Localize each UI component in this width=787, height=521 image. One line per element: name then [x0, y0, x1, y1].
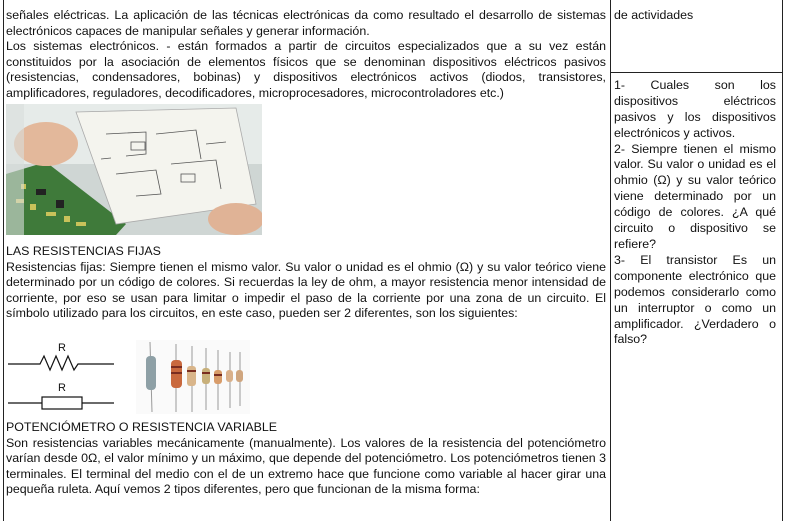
resistor-symbol-label-2: R — [58, 382, 66, 394]
question-3: 3- El transistor Es un componente electrónico que podemos considerarlo como un interruptor o como un amplificador. ¿Verdadero o falso? — [614, 252, 776, 347]
table-left-border — [3, 0, 4, 521]
resistor-symbol-label-1: R — [58, 342, 66, 354]
resistors-photo — [136, 340, 250, 414]
intro-paragraph-1: señales eléctricas. La aplicación de las técnicas electrónicas da como resultado el desarrollo de sistemas electrónicos capaces de manipular señales y generar información. — [6, 8, 606, 38]
intro-section — [6, 8, 606, 102]
question-2: 2- Siempre tienen el mismo valor. Su valor o unidad es el ohmio (Ω) y su valor teórico viene determinado por un código de colores. ¿A qué circuito o dispositivo se refiere? — [614, 141, 776, 251]
potentiometer-text: Son resistencias variables mecánicamente (manualmente). Los valores de la resistencia del potenciómetro varían desde 0Ω, el valor mínimo y un máximo, que depende del potenciómetro. Los potenciómetros tienen 3 terminales. El terminal del medio con el de un extremo hace que funcione como variable al hacer girar una pequeña ruleta. Aquí vemos 2 tipos diferentes, pero que funcionan de la misma forma: — [6, 435, 606, 497]
intro-paragraph-2: Los sistemas electrónicos. - están formados a partir de circuitos especializados que a su vez están constituidos por la asociación de elementos físicos que se denominan dispositivos eléctricos pasivos (resistencias, condensadores, bobinas) y dispositivos electrónicos activos (diodos, transistores, amplificadores, reguladores, decodificadores, microprocesadores, microcontroladores etc.) — [6, 39, 606, 100]
resistor-zigzag-symbol — [6, 352, 118, 372]
potentiometer-heading: POTENCIÓMETRO O RESISTENCIA VARIABLE — [6, 420, 278, 434]
fixed-resistors-section — [6, 244, 606, 322]
resistor-symbols — [6, 342, 118, 412]
column-divider — [610, 0, 611, 521]
fixed-resistors-text: Resistencias fijas: Siempre tienen el mismo valor. Su valor o unidad es el ohmio (Ω) y su valor teórico viene determinado por un código de colores. Si recuerdas la ley de ohm, a mayor resistencia menor intensidad de corriente, por eso se usan para limitar o impedir el paso de la corriente por una zona de un circuito. El símbolo utilizado para los circuitos, en este caso, pueden ser 2 diferentes, son los siguientes: — [6, 259, 606, 321]
table-right-border — [782, 0, 783, 521]
resistor-box-symbol — [6, 394, 118, 412]
question-1: 1- Cuales son los dispositivos eléctricos pasivos y los dispositivos electrónicos y activos. — [614, 77, 776, 140]
potentiometer-section — [6, 420, 606, 498]
activities-column — [614, 8, 776, 348]
fixed-resistors-heading: LAS RESISTENCIAS FIJAS — [6, 244, 161, 258]
circuit-board-photo — [6, 104, 262, 235]
activities-header: de actividades — [614, 8, 694, 22]
